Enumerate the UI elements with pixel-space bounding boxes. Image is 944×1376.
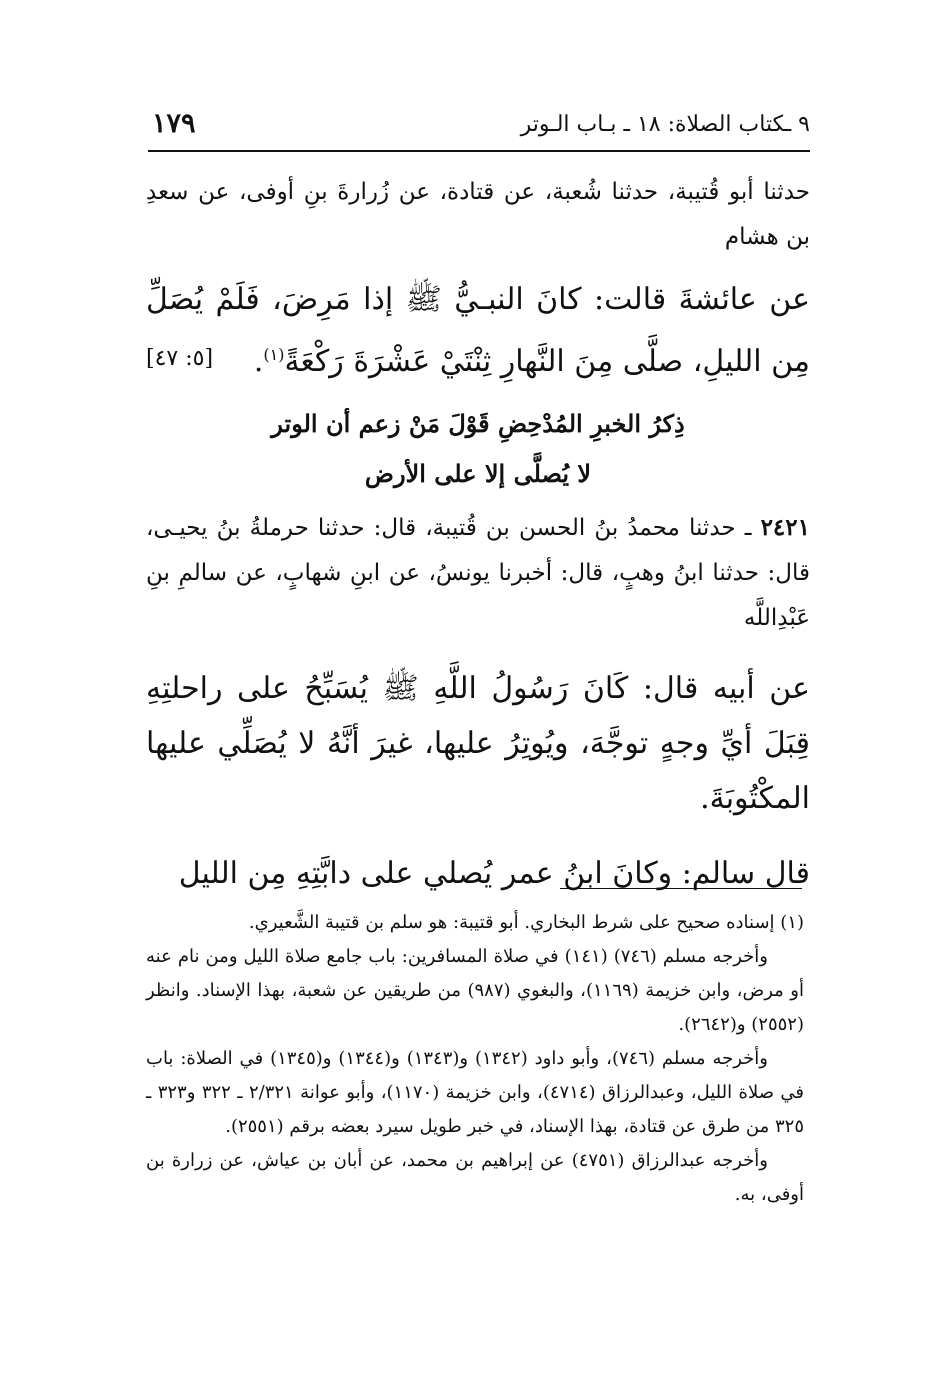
footnote-rule xyxy=(560,888,802,889)
matn-end-1: . xyxy=(253,344,264,379)
page-header xyxy=(148,106,810,146)
isnad-paragraph-2 xyxy=(146,505,810,641)
chapter-heading-line-1: ذِكرُ الخبرِ المُدْحِضِ قَوْلَ مَنْ زعم أن الوتر xyxy=(271,409,685,438)
matn-paragraph-3: قال سالم: وكانَ ابنُ عمر يُصلي على دابَّتِهِ مِن الليل xyxy=(178,856,810,891)
page-number: ١٧٩ xyxy=(152,108,196,139)
chapter-heading-line-2: لا يُصلَّى إلا على الأرض xyxy=(364,459,592,488)
hadith-reference: [٥: ٤٧] xyxy=(146,346,214,371)
running-title: ٩ ـكتاب الصلاة: ١٨ ـ بـاب الـوتر xyxy=(520,112,810,137)
footnote-marker: (١) xyxy=(263,345,285,364)
chapter-heading xyxy=(146,399,810,499)
footnote-1-paragraph-2: وأخرجه مسلم (٧٤٦) (١٤١) في صلاة المسافرين: باب جامع صلاة الليل ومن نام عنه أو مرض، وابن خزيمة (١١٦٩)، والبغوي (٩٨٧) من طريقين عن شعبة، بهذا الإسناد. وانظر (٢٥٥٢) و(٢٦٤٢). xyxy=(146,946,804,1035)
matn-paragraph-2: عن أبيه قال: كَانَ رَسُولُ اللَّهِ ﷺ يُسَبِّحُ على راحلتِهِ قِبَلَ أيِّ وجهٍ توجَّهَ، ويُوتِرُ عليها، غيرَ أنَّهُ لا يُصَلِّي عليها المكْتُوبَةَ. xyxy=(146,671,810,816)
footnotes xyxy=(146,906,804,1212)
footnote-1-paragraph-4: وأخرجه عبدالرزاق (٤٧٥١) عن إبراهيم بن محمد، عن أبان بن عياش، عن زرارة بن أوفى، به. xyxy=(146,1150,804,1205)
isnad-paragraph-1: حدثنا أبو قُتيبة، حدثنا شُعبة، عن قتادة، عن زُرارةَ بنِ أوفى، عن سعدِ بن هشام xyxy=(146,179,810,250)
matn-paragraph-1 xyxy=(146,272,810,389)
footnote-1-paragraph-3: وأخرجه مسلم (٧٤٦)، وأبو داود (١٣٤٢) و(١٣٤٣) و(١٣٤٤) و(١٣٤٥) في الصلاة: باب في صلاة الليل، وعبدالرزاق (٤٧١٤)، وابن خزيمة (١١٧٠)، وأبو عوانة ٢/٣٢١ ـ ٣٢٢ و٣٢٣ ـ ٣٢٥ من طرق عن قتادة، بهذا الإسناد، في خبر طويل سيرد بعضه برقم (٢٥٥١). xyxy=(146,1048,805,1137)
header-rule xyxy=(148,150,810,152)
isnad-text-2: ـ حدثنا محمدُ بنُ الحسن بن قُتيبة، قال: حدثنا حرملةُ بنُ يحيـى، قال: حدثنا ابنُ وهبٍ، قال: أخبرنا يونسُ، عن ابنِ شهابٍ، عن سالمِ بنِ عَبْدِاللَّه xyxy=(146,515,810,631)
matn-text-1: عن عائشةَ قالت: كانَ النبـيُّ ﷺ إذا مَرِضَ، فَلَمْ يُصَلِّ مِن الليلِ، صلَّى مِنَ النَّهارِ ثِنْتَيْ عَشْرَةَ رَكْعَةً xyxy=(146,282,810,379)
hadith-number: ٢٤٢١ xyxy=(760,514,810,541)
main-text xyxy=(146,170,810,901)
footnote-1-line-1: (١) إسناده صحيح على شرط البخاري. أبو قتيبة: هو سلم بن قتيبة الشَّعيري. xyxy=(248,912,804,933)
